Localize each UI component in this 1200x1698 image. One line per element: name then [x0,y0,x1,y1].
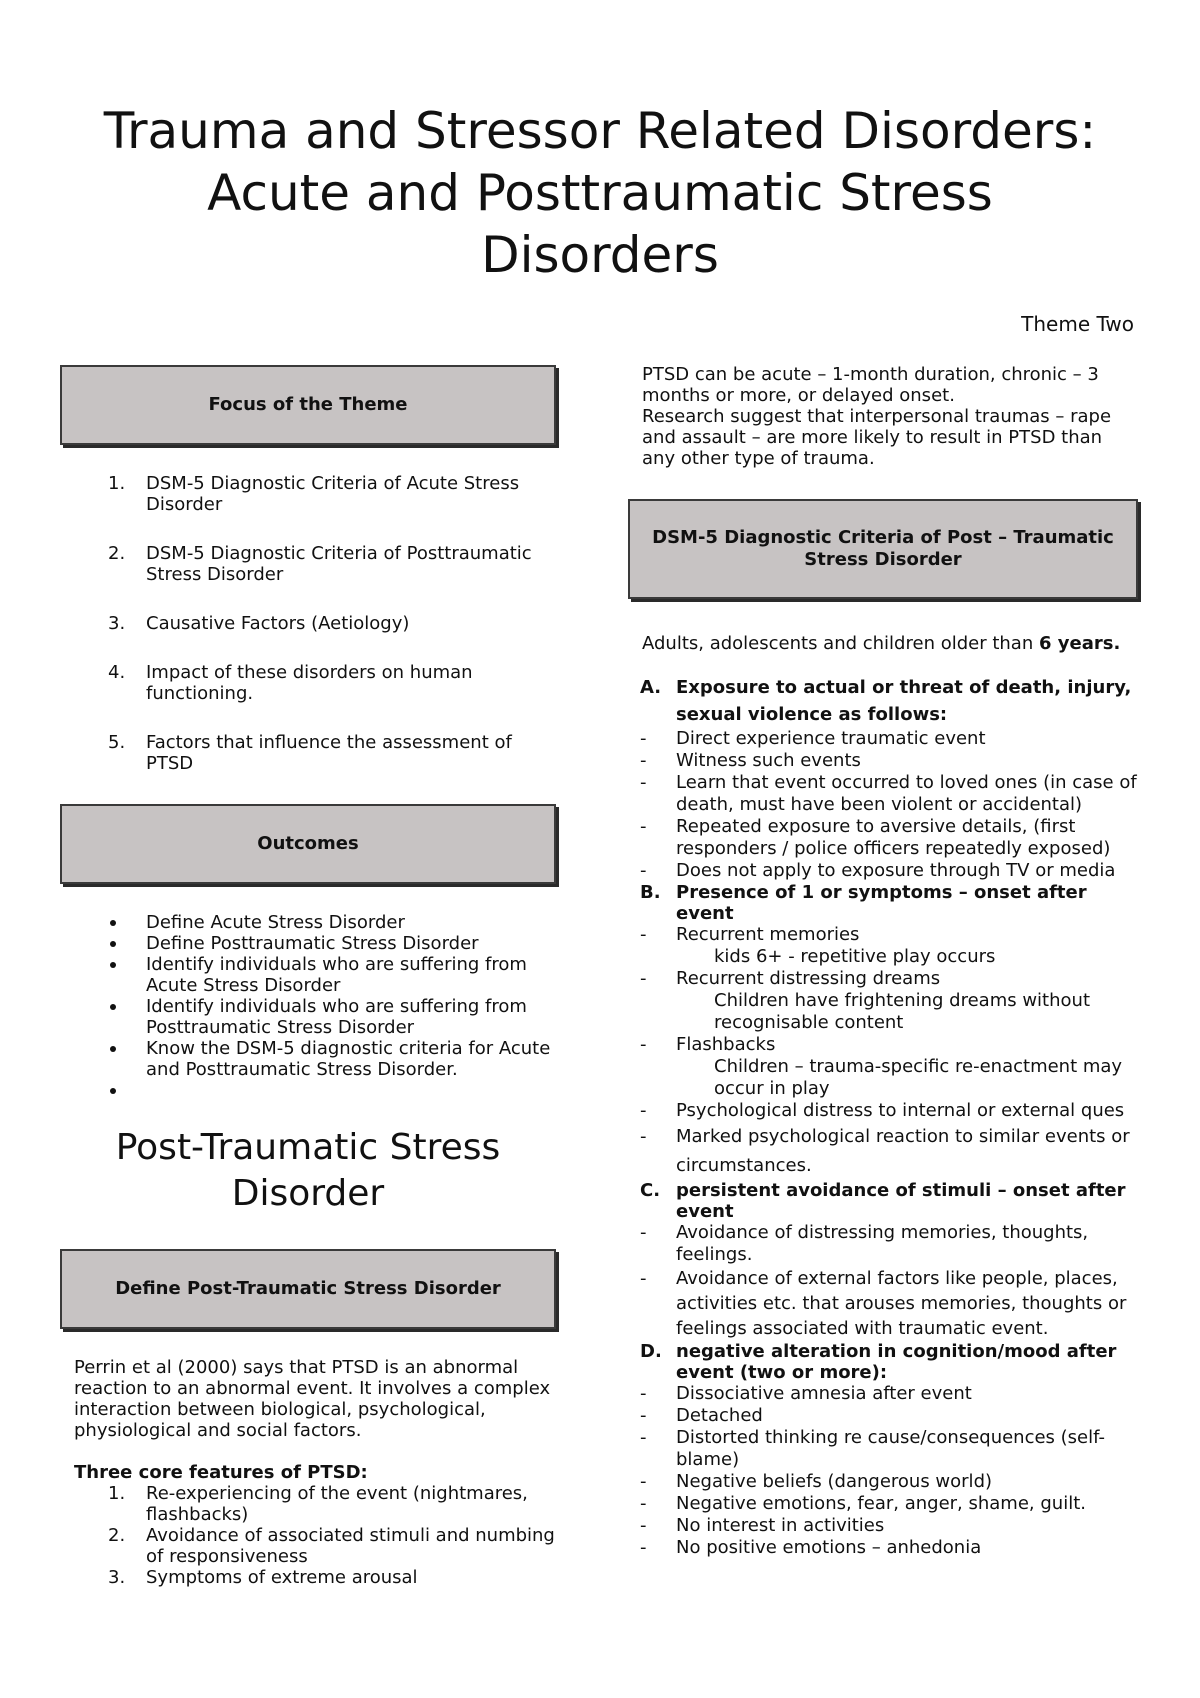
ptsd-duration-text: PTSD can be acute – 1-month duration, chronic – 3 months or more, or delayed onset. [642,364,1099,406]
list-number: 3. [108,613,126,634]
list-text: Flashbacks [676,1034,776,1055]
list-item [60,543,556,585]
list-item: Identify individuals who are suffering from Acute Stress Disorder [60,954,556,996]
page-title-line-3: Disorders [481,226,719,284]
ptsd-heading-line-2: Disorder [231,1173,385,1214]
list-text: Recurrent distressing dreams [676,968,941,989]
list-item: - Recurrent memories [640,924,860,945]
list-number: 2. [108,543,126,564]
list-item [60,473,556,515]
criterion-text: negative alteration in cognition/mood after event (two or more): [676,1341,1117,1383]
focus-heading-box [60,365,556,445]
list-item: - Distorted thinking re cause/consequences (self-blame) [640,1427,1105,1470]
list-number: 2. [108,1525,126,1546]
sub-item: Children – trauma-specific re-enactment may occur in play [714,1056,1123,1099]
list-text: Avoidance of external factors like people, places, activities etc. that arouses memories, thoughts or feelings associated with traumatic event. [676,1268,1127,1339]
list-item [60,1080,556,1101]
list-item: - Direct experience traumatic event [640,728,986,749]
list-text: Recurrent memories [676,924,860,945]
page-title [0,100,1200,286]
sub-item: Children have frightening dreams without recognisable content [714,990,1091,1033]
list-item: - Detached [640,1405,763,1426]
list-number: 1. [108,473,126,494]
list-text: Psychological distress to internal or external ques [676,1100,1125,1121]
focus-heading: Focus of the Theme [208,394,408,415]
criterion-text: Exposure to actual or threat of death, injury, sexual violence as follows: [676,677,1132,725]
list-text: Symptoms of extreme arousal [146,1567,418,1588]
list-text: Detached [676,1405,763,1426]
page-title-line-2: Acute and Posttraumatic Stress [207,164,993,222]
list-item: Know the DSM-5 diagnostic criteria for Acute and Posttraumatic Stress Disorder. [60,1038,556,1080]
outcomes-heading-box [60,804,556,884]
list-text: Negative beliefs (dangerous world) [676,1471,993,1492]
focus-list [60,473,556,774]
list-text: DSM-5 Diagnostic Criteria of Acute Stress Disorder [146,473,520,515]
list-item [60,1525,556,1567]
list-text: Repeated exposure to aversive details, (first responders / police officers repeatedly exposed) [676,816,1111,859]
left-column [60,365,556,1588]
list-item: - Witness such events [640,750,861,771]
age-criteria-text: Adults, adolescents and children older than [642,633,1039,654]
list-text: Avoidance of associated stimuli and numbing of responsiveness [146,1525,555,1567]
list-item: - Avoidance of distressing memories, thoughts, feelings. [640,1222,1089,1265]
core-features-heading: Three core features of PTSD: [74,1462,368,1483]
ptsd-research-text: Research suggest that interpersonal traumas – rape and assault – are more likely to result in PTSD than any other type of trauma. [642,406,1112,469]
criterion-letter: A. [640,677,662,698]
list-text: Does not apply to exposure through TV or media [676,860,1116,881]
list-item [60,1567,556,1588]
list-number: 1. [108,1483,126,1504]
list-item: - Marked psychological reaction to similar events or circumstances. [640,1126,1130,1176]
list-item: - Avoidance of external factors like people, places, activities etc. that arouses memories, thoughts or feelings associated with traumatic event. [640,1268,1127,1339]
list-text: Witness such events [676,750,861,771]
criterion-text: Presence of 1 or symptoms – onset after event [676,882,1087,924]
list-item: Define Acute Stress Disorder [60,912,556,933]
list-text: Negative emotions, fear, anger, shame, guilt. [676,1493,1086,1514]
page-title-line-1: Trauma and Stressor Related Disorders: [103,102,1097,160]
list-item: - Dissociative amnesia after event [640,1383,972,1404]
list-item [60,662,556,704]
theme-label: Theme Two [1021,312,1134,336]
outcomes-heading: Outcomes [257,833,359,854]
list-item: - Negative beliefs (dangerous world) [640,1471,993,1492]
define-ptsd-heading-box [60,1249,556,1329]
list-text: Causative Factors (Aetiology) [146,613,410,634]
criterion-letter: B. [640,882,661,903]
list-item: - Recurrent distressing dreams [640,968,941,989]
list-text: Re-experiencing of the event (nightmares, flashbacks) [146,1483,528,1525]
criterion-letter: C. [640,1180,661,1201]
ptsd-section-heading [60,1125,556,1217]
list-text: No interest in activities [676,1515,885,1536]
list-text: Dissociative amnesia after event [676,1383,972,1404]
list-number: 3. [108,1567,126,1588]
list-item: Identify individuals who are suffering from Posttraumatic Stress Disorder [60,996,556,1038]
ptsd-definition: Perrin et al (2000) says that PTSD is an abnormal reaction to an abnormal event. It involves a complex interaction between biological, psychological, physiological and social factors. [74,1357,551,1441]
criterion-c-heading [628,1180,1138,1222]
list-text: Factors that influence the assessment of PTSD [146,732,512,774]
criteria-list [628,674,1138,1559]
sub-item: kids 6+ - repetitive play occurs [714,946,996,967]
define-ptsd-heading: Define Post-Traumatic Stress Disorder [115,1278,501,1299]
list-item: Define Posttraumatic Stress Disorder [60,933,556,954]
list-item: - Does not apply to exposure through TV or media [640,860,1116,881]
list-item: - Psychological distress to internal or external ques [640,1100,1125,1121]
list-text: Learn that event occurred to loved ones (in case of death, must have been violent or accidental) [676,772,1137,815]
list-item [60,732,556,774]
list-number: 4. [108,662,126,683]
ptsd-heading-line-1: Post-Traumatic Stress [115,1127,501,1168]
list-item: - No positive emotions – anhedonia [640,1537,982,1558]
list-text: DSM-5 Diagnostic Criteria of Posttraumatic Stress Disorder [146,543,532,585]
list-text: No positive emotions – anhedonia [676,1537,982,1558]
list-item: - No interest in activities [640,1515,885,1536]
list-item: - Repeated exposure to aversive details, (first responders / police officers repeatedly exposed) [640,816,1111,859]
list-text: Avoidance of distressing memories, thoughts, feelings. [676,1222,1089,1265]
list-text: Impact of these disorders on human functioning. [146,662,473,704]
list-item [60,1483,556,1525]
criteria-heading-box [628,499,1138,599]
criterion-letter: D. [640,1341,662,1362]
age-criteria-bold: 6 years. [1038,633,1121,654]
list-item: - Flashbacks [640,1034,776,1055]
list-number: 5. [108,732,126,753]
list-text: Distorted thinking re cause/consequences (self-blame) [676,1427,1105,1470]
age-criteria [628,633,1138,654]
list-text: Direct experience traumatic event [676,728,986,749]
criterion-text: persistent avoidance of stimuli – onset after event [676,1180,1126,1222]
criterion-d-heading [628,1341,1138,1383]
list-item: - Learn that event occurred to loved ones (in case of death, must have been violent or accidental) [640,772,1137,815]
criteria-heading: DSM-5 Diagnostic Criteria of Post – Traumatic Stress Disorder [652,527,1114,570]
list-text: Marked psychological reaction to similar events or circumstances. [676,1126,1130,1176]
list-item: - Negative emotions, fear, anger, shame, guilt. [640,1493,1086,1514]
criterion-a-heading [628,674,1138,728]
criterion-b-heading [628,882,1138,924]
core-features-list [60,1483,556,1588]
outcomes-list [60,912,556,1101]
list-item [60,613,556,634]
right-column [628,364,1138,1559]
